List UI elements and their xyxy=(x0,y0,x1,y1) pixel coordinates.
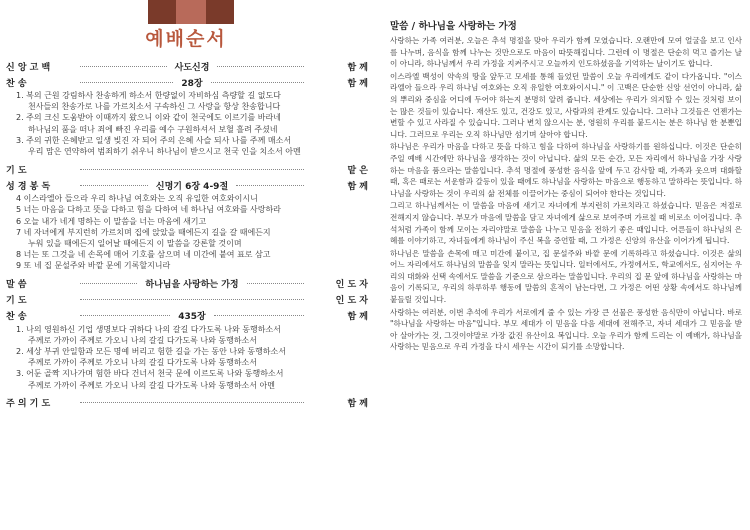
sermon-panel xyxy=(390,0,742,530)
hymn-lyrics-line: 천사들의 찬송가로 나를 가르치소서 구속하신 그 사랑을 항상 찬송합니다 xyxy=(28,102,281,112)
leader-dots xyxy=(80,299,304,300)
order-row-label: 기 도 xyxy=(6,296,27,307)
sermon-paragraph: 하나님은 말씀을 손목에 매고 미간에 붙이고, 집 문설주와 바깥 문에 기록하라고 하셨습니다. 이것은 삶의 어느 자리에서도 하나님의 말씀을 잊지 말라는 뜻입니다. 일터에서도, 가정에서도, 학교에서도, 심지어는 우리의 대화와 선택 속에서도 말씀을 기준으로 삼으라는 말씀입니다. 우리의 집 문 앞에 하나님을 사랑하는 마음이 기록되고, 우리의 하루하루 행동에 말씀의 흔적이 남는다면, 그 가정은 어떤 상황 속에서도 하나님께 붙들릴 것입니다. xyxy=(390,248,742,305)
order-row xyxy=(6,308,368,324)
hymn-lyrics-line: 우리 맘은 연약하여 범죄하기 쉬우니 하나님이 받으시고 천국 인을 치소서 아멘 xyxy=(28,147,301,157)
scripture-text-line: 누워 있을 때에든지 일어날 때에든지 이 말씀을 강론할 것이며 xyxy=(28,239,242,249)
scripture-text-line: 7 네 자녀에게 부지런히 가르치며 집에 앉았을 때에든지 길을 갈 때에든지 xyxy=(16,227,271,237)
hymn-lyrics-line: 1. 나의 영원하신 기업 생명보다 귀하다 나의 갈길 다가도록 나와 동행하소서 xyxy=(16,324,281,334)
scripture-text-line: 4 이스라엘아 들으라 우리 하나님 여호와는 오직 유일한 여호와이시니 xyxy=(16,194,258,204)
order-row xyxy=(6,395,368,411)
order-row-participant: 함 께 xyxy=(347,312,369,323)
order-row xyxy=(6,161,368,177)
order-row-label: 찬 송 xyxy=(6,312,27,323)
order-row-label: 찬 송 xyxy=(6,78,27,89)
scripture-text-line: 6 오늘 내가 네게 명하는 이 말씀을 너는 마음에 새기고 xyxy=(16,216,207,226)
leader-dots xyxy=(211,82,304,83)
order-row-participant: 함 께 xyxy=(347,399,368,410)
sermon-body xyxy=(390,35,742,353)
order-row-participant: 인 도 자 xyxy=(335,280,368,291)
hymn-lyrics-line: 하나님의 품을 떠나 죄에 빠진 우리를 예수 구원하셔서 보혈 흘려 주셨네 xyxy=(28,124,278,134)
hymn-lyrics-line: 3. 주의 귀한 은혜받고 일생 빚진 자 되어 주의 은혜 사슬 되사 나를 주께 매소서 xyxy=(16,135,292,145)
hymn-lyrics-line: 2. 세상 부귀 안일함과 모든 명예 버리고 험한 길을 가는 동안 나와 동행하소서 xyxy=(16,347,286,357)
order-row-participant: 함 께 xyxy=(347,62,368,73)
leader-dots xyxy=(236,185,304,186)
leader-dots xyxy=(80,402,304,403)
sermon-paragraph: 그리고 하나님께서는 이 말씀을 마음에 새기고 자녀에게 부지런히 가르치라고 하셨습니다. 믿음은 저절로 전해지지 않습니다. 부모가 마음에 말씀을 담고 자녀에게 삶으로 보여주며 가르칠 때 비로소 이어집니다. 추석처럼 가족이 함께 모이는 자리야말로 말씀을 나누고 믿음을 전하기 좋은 때입니다. 어른들이 하나님의 은혜를 이야기하고, 자녀들에게 하나님이 주신 복을 증언할 때, 그 가정은 신앙의 유산을 이어가게 됩니다. xyxy=(390,201,742,246)
scripture-text-line: 9 또 네 집 문설주와 바깥 문에 기록할지니라 xyxy=(16,261,171,271)
order-row-label: 말 씀 xyxy=(6,280,27,291)
order-of-worship-panel xyxy=(0,0,372,530)
leader-dots xyxy=(80,169,304,170)
hymn-lyrics-line: 3. 어둔 골짝 지나가며 험한 바다 건너서 천국 문에 이르도록 나와 동행하소서 xyxy=(16,369,284,379)
leader-dots xyxy=(214,315,304,316)
order-list xyxy=(6,58,368,411)
sermon-paragraph: 사랑하는 가족 여러분, 오늘은 추석 명절을 맞아 우리가 함께 모였습니다. 오랜만에 모여 얼굴을 보고 인사를 나누며, 음식을 함께 나누는 것만으로도 마음이 따뜻해집니다. 그런데 이 명절은 단순히 먹고 즐기는 날이 아니라, 하나님께서 우리 가정을 지켜주시고 오늘까지 인도하셨음을 기억하는 날이기도 합니다. xyxy=(390,36,742,69)
leader-dots xyxy=(80,82,173,83)
order-row-participant: 맡 은 xyxy=(347,165,368,176)
scripture-text-line: 8 너는 또 그것을 네 손목에 매어 기호를 삼으며 네 미간에 붙여 표로 삼고 xyxy=(16,250,271,260)
order-row-label: 성 경 봉 독 xyxy=(6,181,51,192)
sermon-paragraph: 하나님은 우리가 마음을 다하고 뜻을 다하고 힘을 다하여 하나님을 사랑하기를 원하십니다. 이것은 단순히 주일 예배 시간에만 하나님을 생각하는 것이 아닙니다. 삶의 모든 순간, 모든 자리에서 하나님을 가장 사랑하는 마음을 품으라는 말씀입니다. 추석 명절에 풍성한 음식을 앞에 두고 감사할 때, 가족과 웃으며 대화할 때, 혹은 때로는 서운함과 갈등이 있을 때에도 하나님을 사랑하는 마음으로 행동하고 말하라는 뜻입니다. 하나님을 사랑하는 것이 우리의 삶 전체를 이끌어가는 중심이 되어야 한다는 것입니다. xyxy=(390,142,742,198)
order-row xyxy=(6,276,368,292)
hymn-lyrics xyxy=(6,324,368,391)
header-decoration xyxy=(148,0,234,24)
order-row-participant: 함 께 xyxy=(347,78,368,89)
order-row-label: 기 도 xyxy=(6,165,27,176)
order-row-content: 28장 xyxy=(181,78,203,89)
leader-dots xyxy=(247,283,304,284)
hymn-lyrics-line: 2. 주의 크신 도움받아 이때까지 왔으니 이와 같이 천국에도 이르기를 바라네 xyxy=(16,113,281,123)
sermon-paragraph: 사랑하는 여러분, 이번 추석에 우리가 서로에게 줄 수 있는 가장 큰 선물은 풍성한 음식만이 아닙니다. 바로 "하나님을 사랑하는 마음"입니다. 부모 세대가 이 믿음을 다음 세대에 전해주고, 자녀 세대가 그 믿음을 받아 살아가는 것, 그것이야말로 가장 값진 유산이요 복입니다. 오늘 우리가 함께 드리는 이 예배가, 하나님을 사랑하는 믿음으로 우리 가정을 다시 세우는 시간이 되기를 소망합니다. xyxy=(390,307,742,352)
sermon-paragraph: 이스라엘 백성이 약속의 땅을 앞두고 모세를 통해 들었던 말씀이 오늘 우리에게도 같이 다가옵니다. "이스라엘아 들으라 우리 하나님 여호와는 오직 유일한 여호와이시니." 이 고백은 단순한 신앙 선언이 아니라, 삶의 뿌리와 중심을 어디에 두어야 하는지 분명히 알려 줍니다. 세상에는 우리가 의지할 수 있는 것처럼 보이는 많은 것들이 있습니다. 재산도 있고, 건강도 있고, 사람과의 관계도 있습니다. 그러나 그것들은 언젠가는 변할 수 있고 사라질 수 있습니다. 그러나 변치 않으시는 분, 영원히 우리를 붙드시는 분은 하나님 한 분뿐입니다. 그러므로 우리는 오직 하나님만 섬기며 살아야 합니다. xyxy=(390,71,742,139)
leader-dots xyxy=(217,66,304,67)
scripture-text xyxy=(6,193,368,271)
order-row xyxy=(6,177,368,193)
leader-dots xyxy=(80,185,148,186)
page-title: 예배순서 xyxy=(145,28,227,50)
order-row xyxy=(6,58,368,74)
order-row-label: 주 의 기 도 xyxy=(6,399,51,410)
order-row-content: 435장 xyxy=(178,312,206,323)
order-row-content: 사도신경 xyxy=(174,62,210,73)
order-row-content: 하나님을 사랑하는 가정 xyxy=(145,280,239,291)
order-row-participant: 인 도 자 xyxy=(335,296,368,307)
leader-dots xyxy=(80,283,137,284)
order-row-content: 신명기 6장 4-9절 xyxy=(155,181,229,192)
sermon-title: 말씀 / 하나님을 사랑하는 가정 xyxy=(390,21,517,32)
hymn-lyrics-line: 1. 복의 근원 강림하사 찬송하게 하소서 한량없이 자비하심 측량할 길 없도다 xyxy=(16,91,281,100)
leader-dots xyxy=(80,315,170,316)
hymn-lyrics xyxy=(6,90,368,157)
hymn-lyrics-line: 주께로 가까이 주께로 가오니 나의 갈길 다가도록 나와 동행하소서 아멘 xyxy=(28,380,275,390)
order-row-participant: 함 께 xyxy=(347,181,369,192)
scripture-text-line: 5 너는 마음을 다하고 뜻을 다하고 힘을 다하여 네 하나님 여호와를 사랑하라 xyxy=(16,205,281,215)
hymn-lyrics-line: 주께로 가까이 주께로 가오니 나의 갈길 다가도록 나와 동행하소서 xyxy=(28,358,257,368)
order-row-label: 신 앙 고 백 xyxy=(6,62,51,73)
header-decoration-center xyxy=(176,0,206,24)
order-row xyxy=(6,74,368,90)
leader-dots xyxy=(80,66,167,67)
hymn-lyrics-line: 주께로 가까이 주께로 가오니 나의 갈길 다가도록 나와 동행하소서 xyxy=(28,335,257,345)
order-row xyxy=(6,292,368,308)
